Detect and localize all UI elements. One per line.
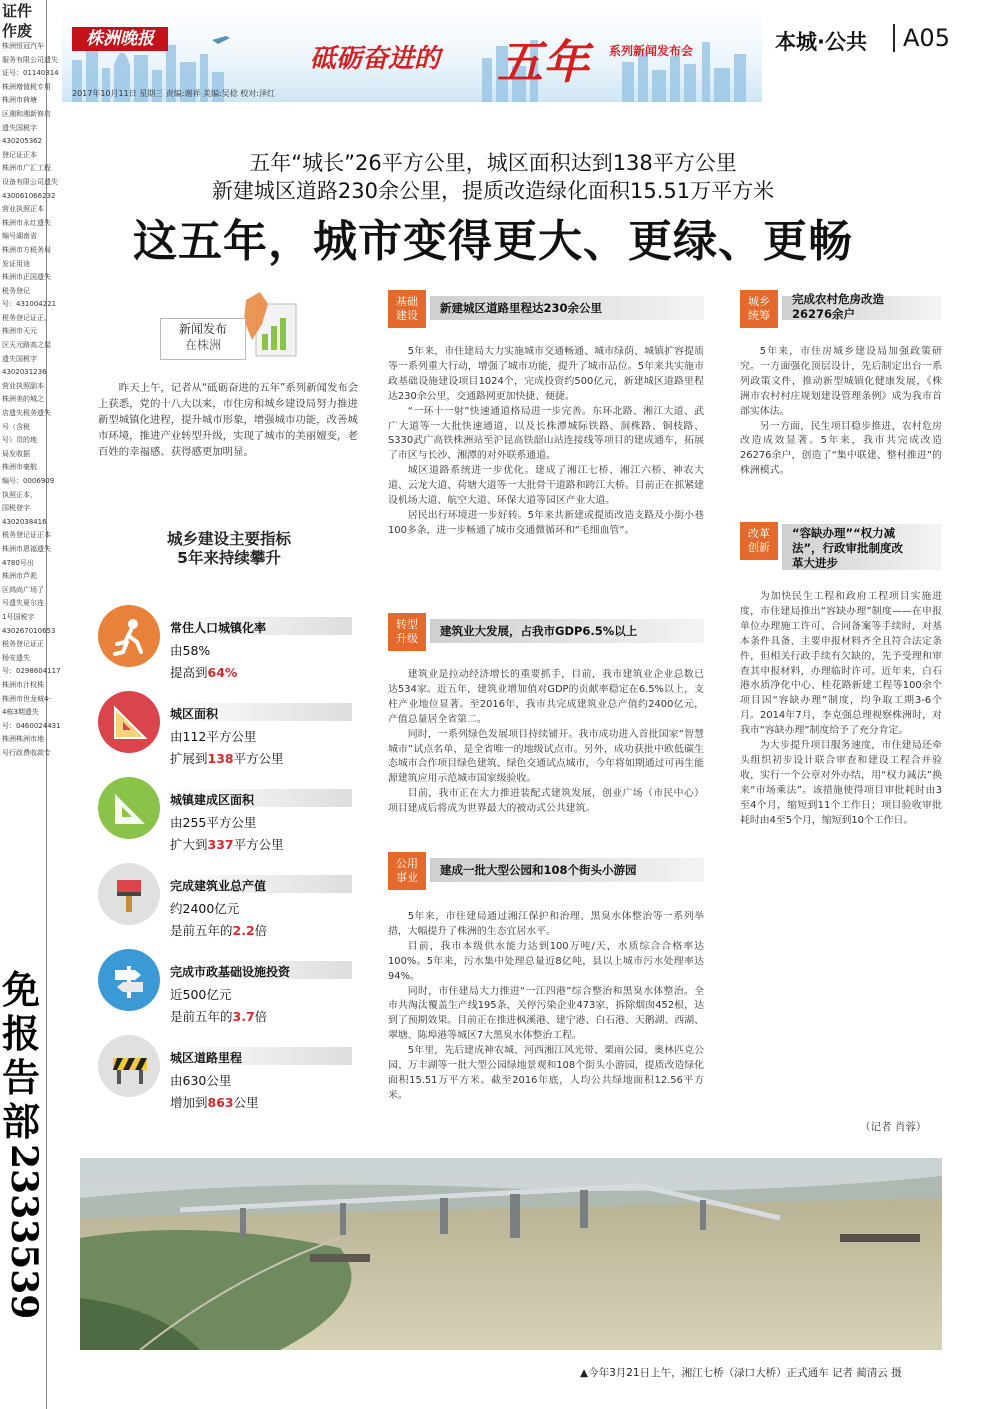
indicator-circle	[98, 691, 160, 753]
article-industry	[388, 668, 704, 817]
indicator-title: 完成建筑业总产值	[170, 879, 267, 893]
series-slogan: 砥砺奋进的	[310, 44, 441, 74]
notice-line: 4780号出	[2, 558, 34, 567]
indicator-line-1: 近500亿元	[170, 987, 232, 1002]
section-title: “容缺办理”“权力减 法”，行政审批制度改 革大进步	[792, 526, 904, 570]
notice-line: 编号湖南省	[2, 232, 37, 241]
notice-line: 株洲市世龙城4-	[2, 694, 51, 703]
notice-line: 证号：01140314	[2, 69, 59, 78]
indicator-value: 337	[207, 837, 234, 852]
left-ad-block	[0, 968, 46, 1319]
indicator-value: 2.2	[232, 923, 255, 938]
article-paragraph: 5年来，市住建局通过湘江保护和治理、黑臭水体整治等一系列举措，大幅提升了株洲的生态宜居水平。	[388, 911, 704, 937]
notice-line: 430205362	[2, 137, 43, 146]
indicator-value: 64%	[207, 665, 238, 680]
walker-icon	[111, 618, 149, 656]
section-header-rural	[740, 290, 942, 330]
notice-line: 430061066232	[2, 191, 56, 200]
notice-line: 区湘和湘新修店	[2, 109, 51, 118]
indicators-heading: 城乡建设主要指标	[166, 530, 291, 548]
notice-line: 遗失国税字	[2, 354, 37, 363]
notice-line: 遗失国税字	[2, 123, 37, 132]
section-tag: 改革 创新	[740, 522, 778, 560]
reporter-credit: （记者 肖蓉）	[860, 1121, 927, 1133]
section-tag: 转型 升级	[388, 613, 426, 651]
notice-line: 号：431004221	[2, 300, 57, 309]
signpost-icon	[111, 962, 149, 1000]
notice-line: 株洲恒冠汽车	[2, 42, 44, 50]
indicator-line-2: 扩大到337平方公里	[170, 837, 284, 852]
article-paragraph: 目前，我市本级供水能力达到100万吨/天，水质综合合格率达100%。5年来，污水集中处理总量近8亿吨，县以上城市污水处理率达94%。	[388, 940, 704, 982]
notice-line: 税务登记	[2, 286, 30, 295]
notice-line: 号（含税	[2, 422, 30, 431]
badge-line-2: 在株洲	[184, 338, 221, 352]
article-paragraph: 5年来，市住房城乡建设局加强政策研究。一方面强化顶层设计，先后制定出台一系列政策文件，推动新型城镇化健康发展，《株洲市农村村庄规划建设管理条例》成为我市首部实体法。	[740, 346, 942, 417]
indicator-line-2: 增加到863公里	[170, 1095, 259, 1110]
subheadline-1: 五年“城长”26平方公里，城区面积达到138平方公里	[249, 151, 737, 175]
indicator-line-1: 由255平方公里	[170, 815, 257, 830]
notice-line: 430267010653	[2, 626, 56, 635]
notice-line: 株洲市广汇工程	[2, 164, 51, 173]
section-header-reform	[740, 522, 942, 574]
section-tag: 公用 事业	[388, 852, 426, 890]
badge-line-1: 新闻发布	[178, 322, 227, 336]
notice-line: 营业执照副本	[2, 381, 44, 390]
indicator-item	[98, 863, 360, 947]
section-title: 建成一批大型公园和108个街头小游园	[440, 863, 637, 877]
indicator-title: 常住人口城镇化率	[170, 621, 267, 635]
ad-phone: 2333539	[3, 1144, 45, 1320]
indicator-line-1: 由58%	[170, 643, 211, 658]
indicator-value: 863	[207, 1095, 234, 1110]
article-paragraph: 目前，我市正在大力推进装配式建筑发展，创业广场（市民中心）项目建成后将成为世界最大的被动式公共建筑。	[388, 788, 704, 815]
series-slogan-five: 五年	[497, 35, 589, 89]
paper-logo: 株洲晚报	[72, 27, 168, 51]
indicator-line-2: 扩展到138平方公里	[170, 751, 284, 766]
notice-line: 株洲市豪航	[2, 463, 37, 472]
notice-line: 株洲美的城之	[2, 395, 44, 404]
article-paragraph: 5年来，市住建局大力实施城市交通畅通、城市绿荫、城镇扩容提质等一系列重大行动，增强了城市功能，提升了城市品位。5年来共实施市政基础设施建设项目1024个，完成投资约500亿元，新建城区道路里程达230余公里，交通路网更加快捷、便捷。	[388, 346, 704, 402]
notice-line: 株洲市方税务局	[2, 245, 51, 254]
notice-line: 4302038416	[2, 517, 47, 526]
indicator-item	[98, 691, 360, 775]
section-label: 本城·公共	[775, 30, 867, 54]
section-header-infra	[388, 290, 704, 330]
indicator-value: 3.7	[232, 1009, 255, 1024]
section-title: 新建城区道路里程达230余公里	[440, 301, 603, 315]
notice-heading-2: 作废	[2, 22, 33, 40]
indicator-line-2: 提高到64%	[170, 665, 238, 680]
notice-line: 设备有限公司遗失	[2, 177, 58, 186]
notice-line: 号：0298604117	[2, 667, 61, 676]
road-barrier-icon	[111, 1048, 149, 1086]
article-paragraph: 同时，市住建局大力推进“一江四港”综合整治和黑臭水体整治。全市共淘汰覆盖生产线195条，关停污染企业473家，拆除烟囱452根，达到了预期效果。目前正在推进枫溪港、建宁港、白石港、天鹅湖、西湖、翠塘、陈埠港等城区7大黑臭水体整治工程。	[388, 985, 705, 1042]
page-number: A05	[893, 24, 950, 52]
indicator-title: 城区道路里程	[170, 1051, 243, 1065]
notice-line: 号行政费收款专	[2, 748, 51, 757]
notice-line: 株洲市天元	[2, 327, 37, 336]
indicator-title: 城镇建成区面积	[170, 793, 255, 807]
notice-line: 株洲株洲市地	[2, 735, 44, 744]
notice-line: 国税登字	[2, 504, 30, 513]
notice-line: 区天元路高之屋	[2, 341, 51, 350]
notice-line: 登记证正本	[2, 150, 37, 159]
notice-line: 杨安遗失	[2, 653, 30, 662]
set-square-icon	[111, 790, 149, 828]
notice-line: 株洲市恩福遗失	[2, 544, 51, 553]
notice-line: 店遗失税务遗失	[2, 409, 51, 418]
indicator-line-2: 是前五年的3.7倍	[170, 1009, 268, 1024]
indicator-item	[98, 1035, 360, 1119]
ad-char-2: 报	[2, 1011, 41, 1056]
bridge-photo	[80, 1158, 942, 1350]
indicator-title: 完成市政基础设施投资	[170, 965, 291, 979]
indicator-circle	[98, 949, 160, 1011]
notice-line: 号：0460024431	[2, 721, 61, 730]
publication-date: 2017年10月11日 星期三 责编:谢祥 美编:吴稔 校对:泽红	[72, 89, 275, 98]
notice-line: 编号：0006909	[2, 477, 55, 485]
notice-line: 4栋3期遗失	[2, 708, 39, 717]
notice-line: 4302031236	[2, 368, 47, 377]
notice-line: 株洲市永红遗失	[2, 218, 51, 227]
notice-line: 1号国税字	[2, 612, 35, 621]
notice-line: 税务登记证正、	[2, 313, 51, 322]
map-report-icon	[240, 290, 302, 362]
article-paragraph: 同时，一系列绿色发展项目持续铺开。我市成功进入首批国家“智慧城市”试点名单，是全省唯一的地级试点市。另外，成功获批中欧低碳生态城市合作项目绿色建筑、绿色交通试点城市，今年将如期通过可再生能源建筑应用示范城市国家级验收。	[388, 728, 705, 785]
news-release-badge	[160, 318, 246, 360]
notice-line: 局发收据	[2, 449, 30, 458]
indicator-circle	[98, 777, 160, 839]
article-paragraph: 为大步提升项目服务速度，市住建局还牵头组织初步设计联合审查和建设工程合并验收，实行一个公章对外办结，用“权力减法”换来“市场乘法”。该措施使得项目审批耗时由3至4个月，缩短到11个工作日；项目验收审批耗时由4至5个月，缩短到10个工作日。	[740, 740, 942, 826]
notice-line: 株洲增值税专用	[2, 82, 51, 91]
notice-line: 发证用途	[2, 259, 30, 268]
indicators-subheading: 5年来持续攀升	[177, 549, 281, 567]
notice-line: 株洲市汁权株	[2, 680, 44, 689]
indicator-value: 138	[207, 751, 234, 766]
indicator-line-2: 是前五年的2.2倍	[170, 923, 268, 938]
article-public	[388, 910, 704, 1104]
indicator-circle	[98, 863, 160, 925]
section-header-public	[388, 852, 704, 892]
article-reform	[740, 590, 942, 829]
notice-line: 税务登记证正	[2, 640, 44, 649]
indicator-item	[98, 949, 360, 1033]
notice-line: 执照正本，	[2, 490, 37, 499]
article-paragraph: 居民出行环境进一步好转。5年来共新建或提质改造支路及小街小巷100多条，进一步畅通了城市交通微循环和“毛细血管”。	[388, 509, 704, 536]
ad-char-1: 免	[2, 967, 41, 1012]
notice-line: 营业执照正本	[2, 205, 44, 214]
article-paragraph: 建筑业是拉动经济增长的重要抓手，目前，我市建筑业企业总数已达534家。近五年，建筑业增加值对GDP的贡献率稳定在6.5%以上，支柱产业地位显著。至2016年，我市共完成建筑业总产值约2400亿元，产值总量居全省第二。	[388, 669, 704, 725]
section-tag: 城乡 统筹	[740, 290, 778, 328]
paint-brush-icon	[111, 876, 149, 914]
subheadline-2: 新建城区道路230余公里，提质改造绿化面积15.51万平方米	[211, 179, 775, 203]
ad-char-4: 部	[2, 1099, 41, 1144]
article-paragraph: 另一方面，民生项目稳步推进，农村危房改造成效显著。5年来，我市共完成改造26276余户，创造了“集中联建、整村推进”的株洲模式。	[740, 420, 942, 477]
indicator-line-1: 约2400亿元	[170, 901, 240, 916]
ruler-triangle-icon	[111, 704, 149, 742]
indicator-circle	[98, 605, 160, 667]
section-title: 建筑业大发展，占我市GDP6.5%以上	[440, 624, 638, 638]
indicator-line-1: 由630公里	[170, 1073, 232, 1088]
bridge-photo-image	[80, 1158, 942, 1350]
photo-caption: ▲今年3月21日上午，湘江七桥（渌口大桥）正式通车 记者 蔺清云 摄	[580, 1367, 902, 1379]
article-infra	[388, 345, 704, 539]
notice-line: 区鸿尚广场了	[2, 585, 44, 594]
series-subtitle: 系列新闻发布会	[609, 44, 694, 58]
ad-char-3: 告	[2, 1055, 41, 1100]
section-header-industry	[388, 613, 704, 653]
indicator-item	[98, 777, 360, 861]
notice-line: 税务登记证正本	[2, 531, 51, 540]
article-paragraph: 城区道路系统进一步优化。建成了湘江七桥、湘江六桥、神农大道、云龙大道、荷塘大道等一大批骨干道路和跨江大桥。目前正在抓紧建设机场大道、航空大道、环保大道等园区产业大道。	[388, 465, 705, 507]
indicator-circle	[98, 1035, 160, 1097]
article-rural	[740, 345, 942, 479]
article-paragraph: 5年里，先后建成神农城、河西湘江风光带、栗雨公园、奥林匹克公园、万丰湖等一批大型公园绿地景观和108个街头小游园，提质改造绿化面积15.51万平方米。截至2016年底，人均公共绿地面积12.56平方米。	[388, 1045, 704, 1101]
section-title: 完成农村危房改造 26276余户	[792, 292, 884, 321]
main-headline: 这五年，城市变得更大、更绿、更畅	[133, 216, 853, 267]
notice-line: 株洲市正国遗失	[2, 273, 51, 282]
intro-paragraph: 昨天上午，记者从“砥砺奋进的五年”系列新闻发布会上获悉，党的十八大以来，市住房和城乡建设局努力推进新型城镇化进程，提升城市形象，增强城市功能，改善城市环境，推进产业转型升级，实现了城市的美丽嬗变，老百姓的幸福感、获得感更加明显。	[98, 382, 359, 458]
article-paragraph: 为加快民生工程和政府工程项目实施进度，市住建局推出“容缺办理”制度——在申报单位办理施工许可、合同备案等手续时，对基本条件具备、主要申报材料齐全且符合法定条件，但相关行政手续有欠缺的，先予受理和审查其申报材料，办理临时许可。近年来，白石港水质净化中心、桂花路新建工程等100余个项目因“容缺办理”制度，均争取工期3-6个月。2014年7月，李克强总理视察株洲时，对我市“容缺办理”制度给予了充分肯定。	[740, 591, 942, 737]
article-paragraph: “一环十一射”快速通道格局进一步完善。东环北路、湘江大道、武广大道等一大批快速通道，以及长株潭城际铁路、洞株路、铜枝路、S330武广高铁株洲站至沪昆高铁韶山站连接线等项目的建成通车，拓展了市区与长沙、湘潭的对外联系通道。	[388, 405, 704, 462]
notice-line: 株洲市荷塘	[2, 96, 37, 105]
notice-line: 号）员的地	[2, 436, 37, 445]
notice-line: 号遗失夏尔连	[2, 599, 44, 608]
notice-line: 服务有限公司遗失	[2, 55, 58, 64]
indicator-item	[98, 605, 360, 689]
notice-line: 株洲市芦淞	[2, 572, 37, 581]
notice-heading-1: 证件	[2, 2, 33, 20]
indicator-line-1: 由112平方公里	[170, 729, 257, 744]
indicator-title: 城区面积	[170, 707, 219, 721]
section-tag: 基础 建设	[388, 290, 426, 328]
